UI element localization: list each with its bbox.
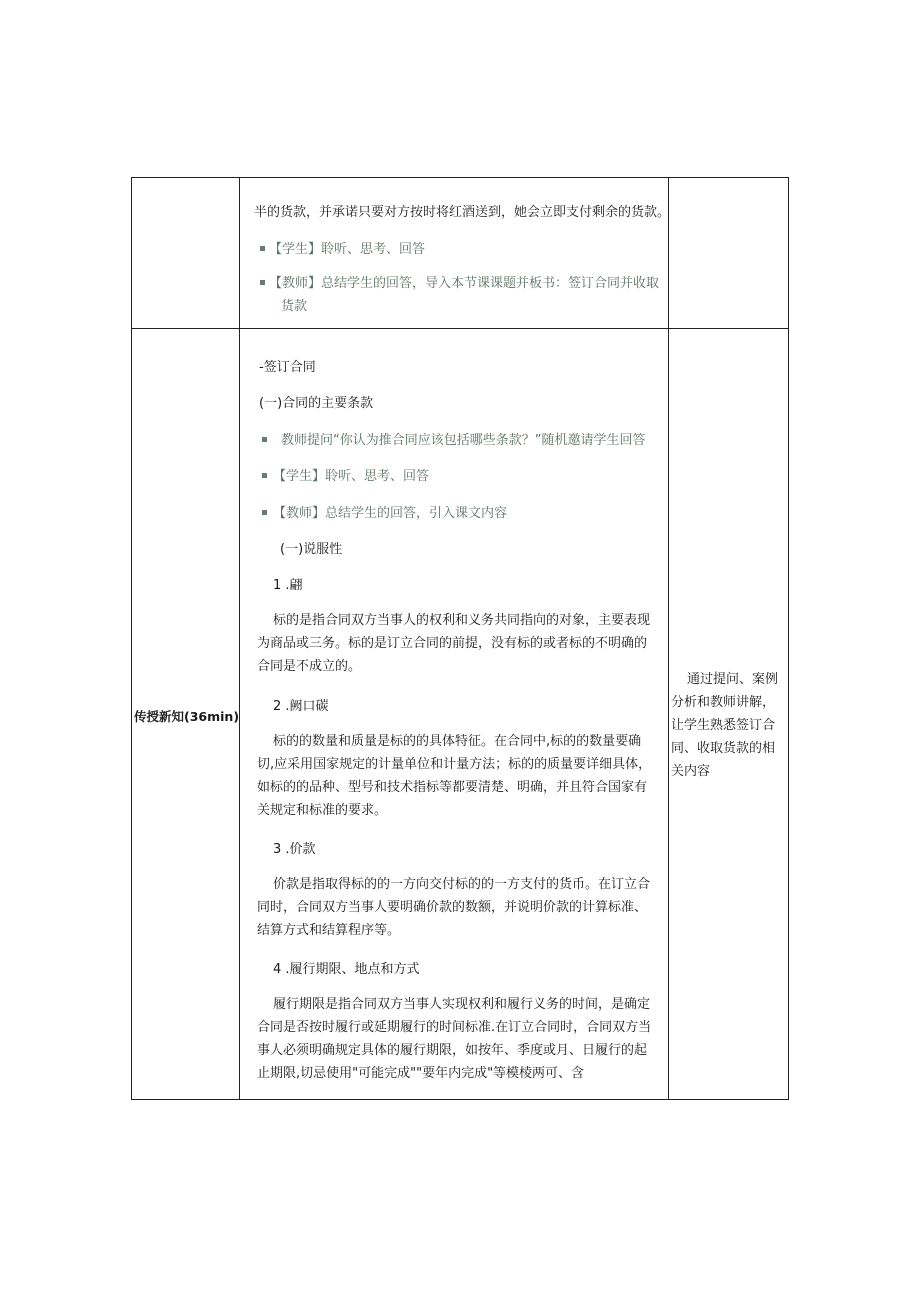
item4-body: 履行期限是指合同双方当事人实现权利和履行义务的时间，是确定合同是否按时履行或延期履行的时间标准.在订立合同时，合同双方当事人必须明确规定具体的履行期限，如按年、季度或月、日履行的起止期限,切忌使用"可能完成""要年内完成"等模棱两可、含 xyxy=(257,997,652,1081)
stage-label: 传授新知(36min) xyxy=(134,709,240,724)
item4-title: 4 .履行期限、地点和方式 xyxy=(273,962,420,977)
row-divider xyxy=(132,328,788,329)
bullet-teacher-question: 教师提问“你认为推合同应该包括哪些条款？”随机邀请学生回答 xyxy=(281,433,646,448)
row1-bullet-teacher: 【教师】总结学生的回答，导入本节课课题并板书：签订合同并收取 xyxy=(269,276,660,291)
row1-text: 半的货款，并承诺只要对方按时将红酒送到，她会立即支付剩余的货款。 xyxy=(254,205,671,220)
bullet-icon xyxy=(262,510,267,515)
bullet-teacher-summary: 【教师】总结学生的回答，引入课文内容 xyxy=(273,506,508,521)
subsection-persuasive: (一)说服性 xyxy=(280,542,343,557)
column-divider-1 xyxy=(239,178,240,1099)
bullet-icon xyxy=(260,280,265,285)
teaching-note: 通过提问、案例分析和教师讲解，让学生熟悉签订合同、收取货款的相关内容 xyxy=(671,672,779,779)
item3-body: 价款是指取得标的的一方向交付标的的一方支付的货币。在订立合同时，合同双方当事人要明确价款的数额，并说明价款的计算标准、结算方式和结算程序等。 xyxy=(257,877,651,938)
item1-title: 1 .翩 xyxy=(273,578,303,593)
column-divider-2 xyxy=(668,178,669,1099)
item2-title: 2 .阙口碳 xyxy=(273,699,329,714)
subsection-contract-terms: (一)合同的主要条款 xyxy=(259,396,374,411)
bullet-icon xyxy=(260,246,265,251)
bullet-icon xyxy=(262,437,267,442)
row1-bullet-student: 【学生】聆听、思考、回答 xyxy=(269,242,426,257)
item3-title: 3 .价款 xyxy=(273,842,316,857)
section-heading: -签订合同 xyxy=(259,360,316,375)
item1-body: 标的是指合同双方当事人的权利和义务共同指向的对象，主要表现为商品或三务。标的是订立合同的前提，没有标的或者标的不明确的合同是不成立的。 xyxy=(257,613,651,674)
item2-body: 标的的数量和质量是标的的具体特征。在合同中,标的的数量要确切,应采用国家规定的计量单位和计量方法；标的的质量要详细具体，如标的的品种、型号和技术指标等都要清楚、明确，并且符合国家有关规定和标准的要求。 xyxy=(257,734,652,818)
bullet-student: 【学生】聆听、思考、回答 xyxy=(273,469,430,484)
row1-bullet-teacher-cont: 货款 xyxy=(281,299,308,314)
bullet-icon xyxy=(262,473,267,478)
